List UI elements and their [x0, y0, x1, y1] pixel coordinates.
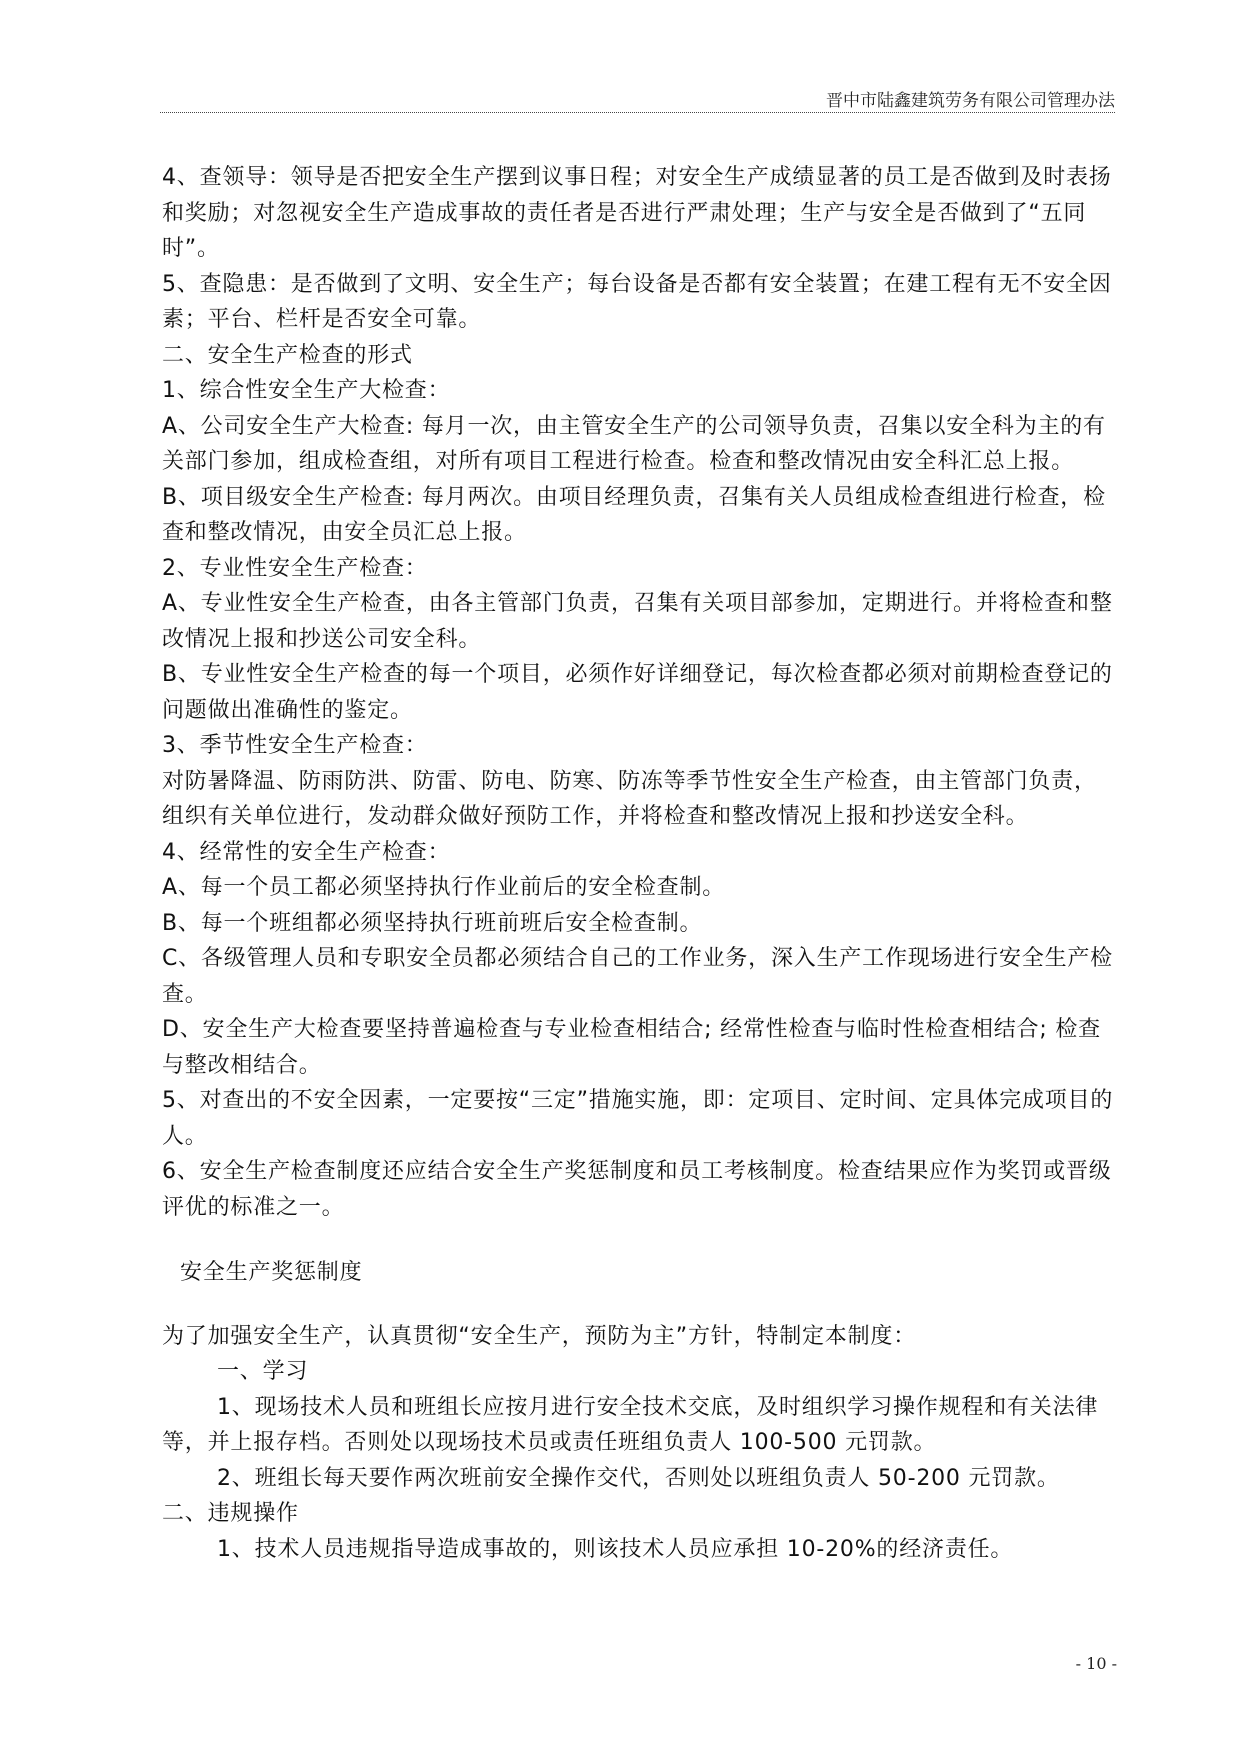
paragraph: 4、查领导：领导是否把安全生产摆到议事日程；对安全生产成绩显著的员工是否做到及时表扬和奖励；对忽视安全生产造成事故的责任者是否进行严肃处理；生产与安全是否做到了“五同时”。	[162, 165, 1112, 261]
header-divider	[160, 112, 1115, 113]
section-title: 安全生产奖惩制度	[180, 1260, 363, 1285]
paragraph: B、每一个班组都必须坚持执行班前班后安全检查制。	[162, 910, 703, 936]
paragraph: A、每一个员工都必须坚持执行作业前后的安全检查制。	[162, 875, 726, 900]
page-number: - 10 -	[1075, 1654, 1117, 1673]
paragraph: 1、技术人员违规指导造成事故的，则该技术人员应承担 10-20%的经济责任。	[217, 1536, 1014, 1562]
paragraph: B、项目级安全生产检查: 每月两次。由项目经理负责，召集有关人员组成检查组进行检查，检查和整改情况，由安全员汇总上报。	[162, 484, 1106, 545]
section-heading: 二、安全生产检查的形式	[162, 342, 413, 368]
subsection-heading: 3、季节性安全生产检查：	[162, 733, 428, 758]
paragraph: 6、安全生产检查制度还应结合安全生产奖惩制度和员工考核制度。检查结果应作为奖罚或晋级评优的标准之一。	[162, 1159, 1112, 1220]
paragraph: B、专业性安全生产检查的每一个项目，必须作好详细登记，每次检查都必须对前期检查登记的问题做出准确性的鉴定。	[162, 662, 1113, 723]
paragraph: 5、对查出的不安全因素，一定要按“三定”措施实施，即：定项目、定时间、定具体完成项目的人。	[162, 1088, 1114, 1149]
paragraph: D、安全生产大检查要坚持普遍检查与专业检查相结合; 经常性检查与临时性检查相结合; 检查与整改相结合。	[162, 1017, 1101, 1078]
paragraph: C、各级管理人员和专职安全员都必须结合自己的工作业务，深入生产工作现场进行安全生产检查。	[162, 946, 1113, 1007]
paragraph: A、公司安全生产大检查: 每月一次，由主管安全生产的公司领导负责，召集以安全科为主的有关部门参加，组成检查组，对所有项目工程进行检查。检查和整改情况由安全科汇总上报。	[162, 413, 1106, 474]
section-heading: 一、学习	[217, 1359, 309, 1384]
paragraph: 1、现场技术人员和班组长应按月进行安全技术交底，及时组织学习操作规程和有关法律等，并上报存档。否则处以现场技术员或责任班组负责人 100-500 元罚款。	[162, 1394, 1099, 1455]
paragraph: 2、班组长每天要作两次班前安全操作交代，否则处以班组负责人 50-200 元罚款。	[217, 1465, 1060, 1491]
subsection-heading: 4、经常性的安全生产检查：	[162, 839, 451, 865]
subsection-heading: 2、专业性安全生产检查：	[162, 555, 428, 581]
subsection-heading: 1、综合性安全生产大检查：	[162, 378, 451, 403]
paragraph: 为了加强安全生产，认真贯彻“安全生产，预防为主”方针，特制定本制度：	[162, 1323, 916, 1349]
section-heading: 二、违规操作	[162, 1501, 299, 1526]
paragraph: 5、查隐患：是否做到了文明、安全生产；每台设备是否都有安全装置；在建工程有无不安全因素；平台、栏杆是否安全可靠。	[162, 271, 1112, 332]
paragraph: 对防暑降温、防雨防洪、防雷、防电、防寒、防冻等季节性安全生产检查，由主管部门负责，组织有关单位进行，发动群众做好预防工作，并将检查和整改情况上报和抄送安全科。	[162, 768, 1097, 829]
paragraph: A、专业性安全生产检查，由各主管部门负责，召集有关项目部参加，定期进行。并将检查和整改情况上报和抄送公司安全科。	[162, 591, 1113, 652]
page-header: 晋中市陆鑫建筑劳务有限公司管理办法	[826, 91, 1115, 111]
document-body	[162, 160, 1117, 1567]
